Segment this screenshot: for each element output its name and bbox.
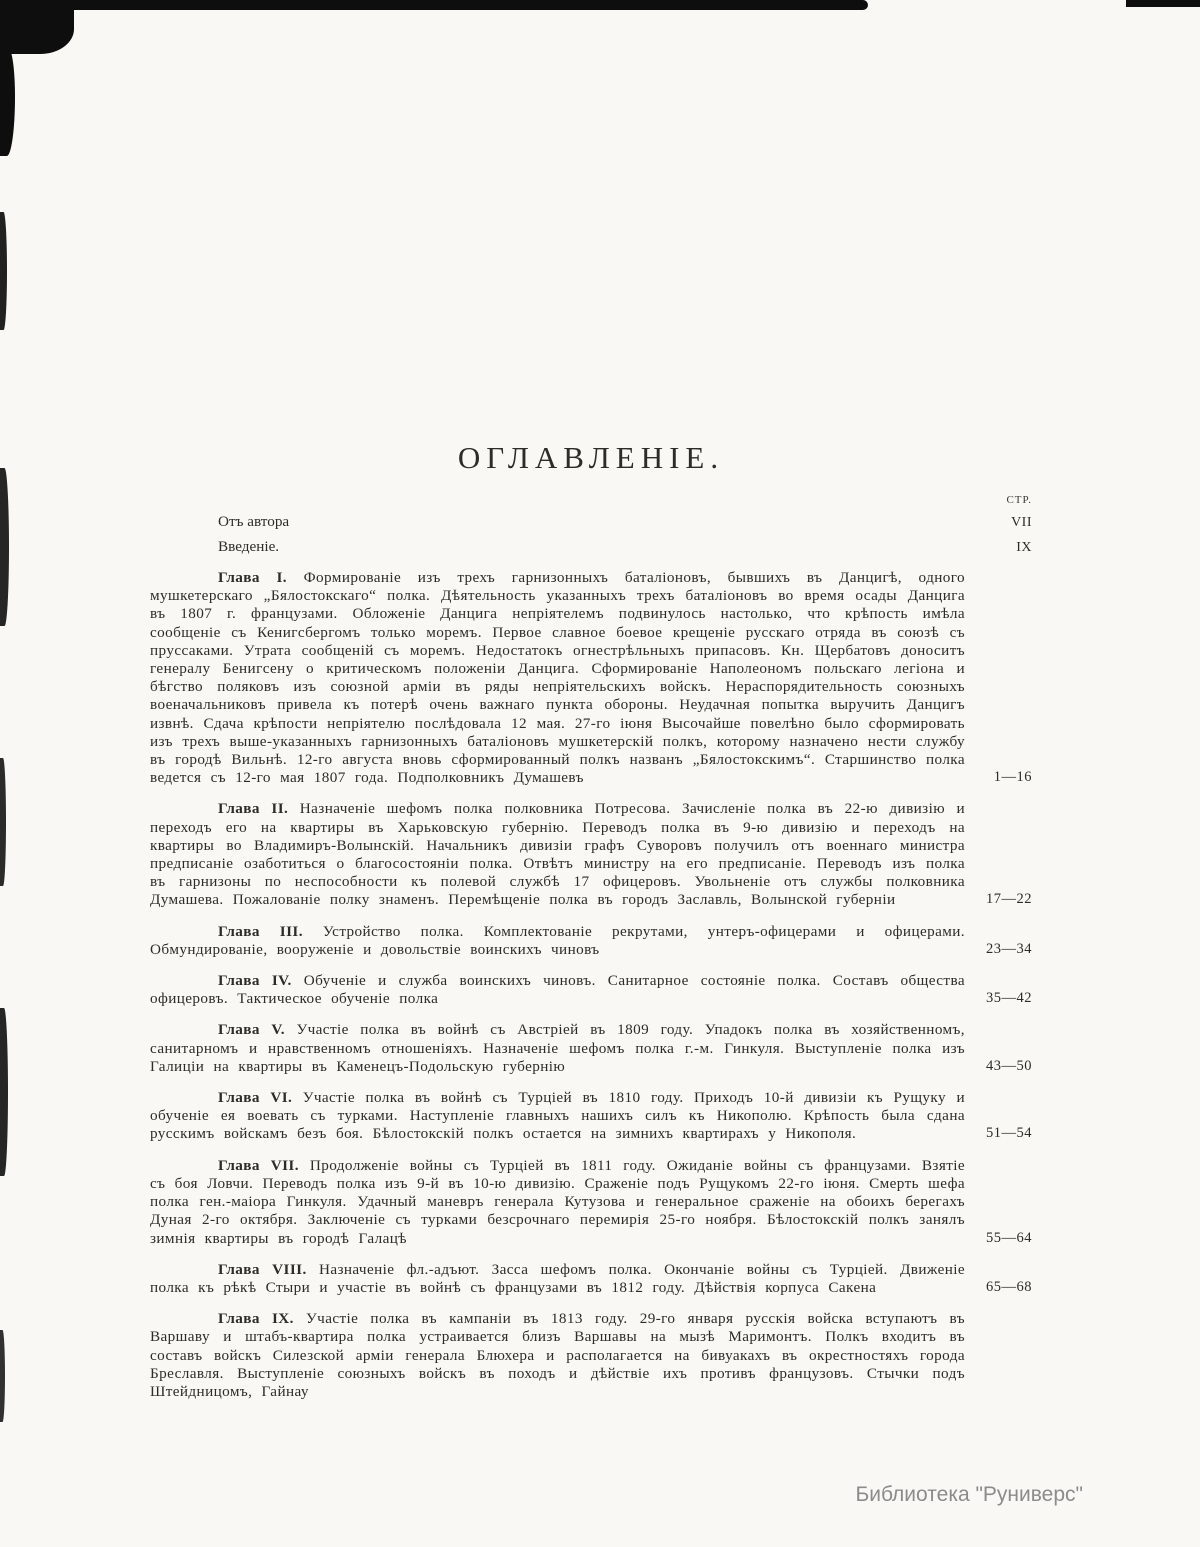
front-item-label: Введеніе.: [218, 538, 280, 555]
chapter-heading: Глава I.: [218, 569, 288, 586]
chapter-summary: Назначеніе шефомъ полка полковника Потресова. Зачисленіе полка въ 22-ю дивизію и переходъ его на квартиры въ Харьковскую губернію. Переводъ полка въ 9-ю дивизію и переходъ на квартиры во Владимиръ-Волынскій. Начальникъ дивизіи графъ Суворовъ получилъ отъ военнаго министра предписаніе озаботиться о благосостояніи полка. Отвѣтъ министру на его предписаніе. Переводъ изъ полка въ гарнизоны по неспособности къ полевой службѣ 17 офицеровъ. Увольненіе отъ службы полковника Думашева. Пожалованіе полку знаменъ. Перемѣщеніе полка въ городъ Заславль, Волынской губерніи: [150, 800, 966, 909]
front-item-page-number: IX: [1016, 540, 1032, 555]
scan-artifact-left-edge: [0, 48, 15, 156]
chapter-page-range: 55—64: [986, 1229, 1032, 1246]
table-of-contents: [150, 440, 1032, 1401]
chapter-summary: Назначеніе фл.-адъют. Засса шефомъ полка. Окончаніе войны съ Турціей. Движеніе полка къ рѣкѣ Стыри и участіе въ войнѣ съ французами въ 1812 году. Дѣйствія корпуса Сакена: [150, 1260, 965, 1296]
chapter-heading: Глава II.: [218, 800, 289, 818]
scan-artifact-top-right-edge: [1126, 0, 1200, 7]
chapter-heading: Глава IX.: [218, 1310, 294, 1328]
toc-front-item-introduction: [150, 538, 1032, 556]
chapter-heading: Глава VI.: [218, 1089, 293, 1107]
chapter-entry: [150, 1310, 1032, 1401]
front-item-label: Отъ автора: [218, 513, 290, 530]
chapter-summary: Участіе полка въ войнѣ съ Австріей въ 1809 году. Упадокъ полка въ хозяйственномъ, санитарномъ и нравственномъ отношеніяхъ. Назначеніе шефомъ полка г.-м. Гинкуля. Выступленіе полка изъ Галиціи на квартиры въ Каменецъ-Подольскую губернію: [150, 1021, 965, 1075]
chapter-summary: Продолженіе войны съ Турціей въ 1811 году. Ожиданіе войны съ французами. Взятіе съ боя Ловчи. Переводъ полка изъ 9-й въ 10-ю дивизію. Сраженіе подъ Рущукомъ 22-го іюня. Смерть шефа полка ген.-маіора Гинкуля. Удачный маневръ генерала Кутузова и генеральное сраженіе на обоихъ берегахъ Дуная 2-го октября. Заключеніе съ турками безсрочнаго перемирія 25-го ноября. Бѣлостокскій полкъ занялъ зимнія квартиры въ городѣ Галацѣ: [150, 1156, 966, 1247]
toc-chapter-3: [150, 923, 1032, 959]
chapter-entry: [150, 800, 1032, 909]
page-column-header: СТР.: [1006, 494, 1032, 506]
chapter-summary: Формированіе изъ трехъ гарнизонныхъ баталіоновъ, бывшихъ въ Данцигѣ, одного мушкетерскаго „Бялостокскаго“ полка. Дѣятельность указанныхъ трехъ баталіоновъ во время осады Данцига въ 1807 г. французами. Обложеніе Данцига непріятелемъ подвинулось настолько, что крѣпость имѣла сообщеніе съ Кенигсбергомъ только моремъ. Первое славное боевое крещеніе русскаго отряда въ союзѣ съ пруссаками. Утрата сообщеній съ моремъ. Недостатокъ огнестрѣльныхъ припасовъ. Кн. Щербатовъ доноситъ генералу Бенигсену о критическомъ положеніи Данцига. Сформированіе Наполеономъ польскаго легіона и бѣгство поляковъ изъ союзной арміи въ ряды непріятельскихъ войскъ. Нераспорядительность союзныхъ военачальниковъ привела къ потерѣ очень важнаго пункта обороны. Неудачная попытка выручить Данцигъ извнѣ. Сдача крѣпости непріятелю послѣдовала 12 мая. 27-го іюня Высочайше повелѣно было сформировать изъ трехъ выше-указанныхъ гарнизонныхъ баталіоновъ мушкетерскій полкъ, которому назначено нести службу въ городѣ Вильнѣ. 12-го августа вновь сформированный полкъ названъ „Бялостокскимъ“. Старшинство полка ведется съ 12-го мая 1807 года. Подполковникъ Думашевъ: [150, 569, 966, 787]
chapter-summary: Участіе полка въ кампаніи въ 1813 году. 29-го января русскія войска вступаютъ въ Варшаву и штабъ-квартира полка устраивается близъ Варшавы на мызѣ Маримонтъ. Полкъ входитъ въ составъ войскъ Силезской арміи генерала Блюхера и располагается на бивуакахъ въ окрестностяхъ города Бреславля. Выступленіе союзныхъ войскъ въ походъ и дѣйствіе ихъ противъ французовъ. Стычки подъ Штейдницомъ, Гайнау: [150, 1310, 965, 1400]
chapter-entry: [150, 1261, 1032, 1297]
scan-artifact-top-edge: [0, 0, 868, 10]
chapter-entry: [150, 972, 1032, 1008]
page-title: ОГЛАВЛЕНІЕ.: [457, 440, 725, 475]
front-item-page-number: VII: [1011, 515, 1032, 530]
toc-chapter-1: [150, 569, 1032, 787]
toc-front-item-author: [150, 513, 1032, 531]
toc-chapter-2: [150, 800, 1032, 909]
chapter-page-range: 1—16: [993, 769, 1032, 786]
toc-chapter-9: [150, 1310, 1032, 1401]
scan-artifact-left-edge: [0, 758, 6, 886]
chapter-page-range: 65—68: [986, 1278, 1032, 1295]
chapter-heading: Глава VIII.: [218, 1260, 307, 1278]
chapter-entry: [150, 569, 1032, 787]
toc-chapter-7: [150, 1157, 1032, 1248]
chapter-summary: Обученіе и служба воинскихъ чиновъ. Санитарное состояніе полка. Составъ общества офицеровъ. Тактическое обученіе полка: [150, 972, 965, 1008]
chapter-summary: Участіе полка въ войнѣ съ Турціей въ 1810 году. Приходъ 10-й дивизіи къ Рущуку и обученіе ея воевать съ турками. Наступленіе главныхъ нашихъ силъ къ Никополю. Крѣпость была сдана русскимъ войскамъ безъ боя. Бѣлостокскій полкъ остается на зимнихъ квартирахъ у Никополя.: [150, 1089, 965, 1143]
chapter-heading: Глава VII.: [218, 1156, 299, 1174]
scan-artifact-left-edge: [0, 468, 9, 626]
chapter-heading: Глава V.: [218, 1021, 285, 1039]
scan-artifact-left-edge: [0, 1330, 5, 1422]
chapter-page-range: 17—22: [986, 891, 1032, 908]
chapter-page-range: 43—50: [986, 1057, 1032, 1074]
toc-chapter-8: [150, 1261, 1032, 1297]
chapter-page-range: 23—34: [986, 940, 1032, 957]
toc-chapter-6: [150, 1089, 1032, 1144]
chapter-entry: [150, 1021, 1032, 1076]
toc-chapter-4: [150, 972, 1032, 1008]
chapter-entry: [150, 1157, 1032, 1248]
chapter-summary: Устройство полка. Комплектованіе рекрутами, унтеръ-офицерами и офицерами. Обмундированіе, вооруженіе и довольствіе воинскихъ чиновъ: [150, 922, 965, 958]
library-watermark: Библиотека "Руниверс": [855, 1483, 1083, 1506]
scan-artifact-left-edge: [0, 1008, 8, 1176]
chapter-heading: Глава III.: [218, 922, 303, 940]
chapter-page-range: 51—54: [986, 1125, 1032, 1142]
toc-chapter-5: [150, 1021, 1032, 1076]
chapter-entry: [150, 1089, 1032, 1144]
chapter-page-range: 35—42: [986, 990, 1032, 1007]
chapter-entry: [150, 923, 1032, 959]
chapter-heading: Глава IV.: [218, 972, 292, 990]
scan-artifact-left-edge: [0, 212, 7, 330]
